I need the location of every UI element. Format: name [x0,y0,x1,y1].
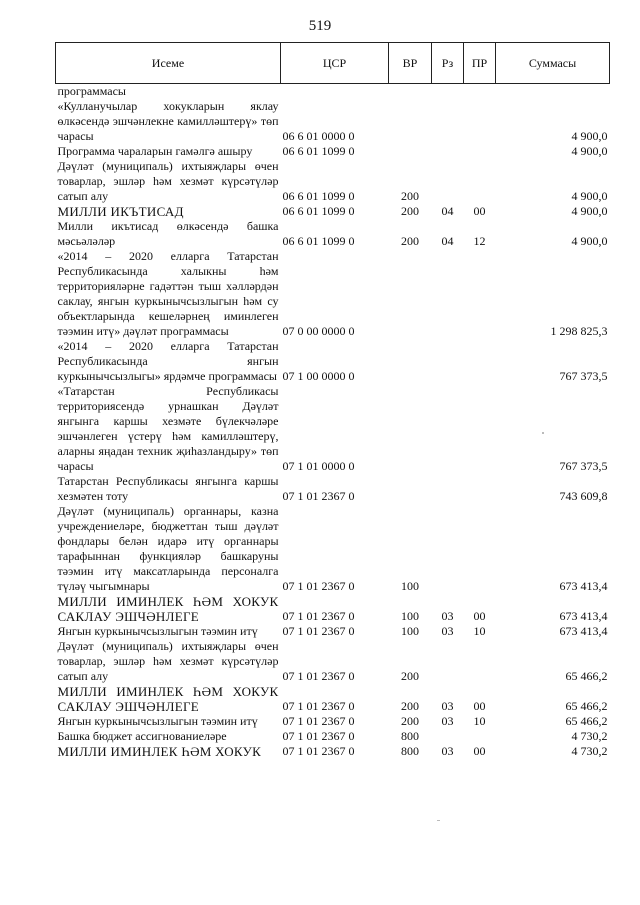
row-vr: 800 [401,744,419,758]
scan-speck [437,820,440,821]
row-sum: 673 413,4 [559,609,608,623]
row-sum: 65 466,2 [565,669,608,683]
row-pr [464,504,496,594]
row-rz: 04 [441,234,454,248]
row-pr [464,144,496,159]
row-csr: 07 1 01 2367 0 [282,624,355,638]
row-pr: 00 [473,609,486,623]
row-sum: 673 413,4 [559,579,608,593]
header-name: Исеме [56,43,281,84]
row-sum: 4 730,2 [571,729,608,743]
page-number: 519 [308,18,332,34]
row-vr [389,99,432,144]
table-row [56,159,610,204]
table-row [56,219,610,249]
row-pr [464,159,496,204]
row-csr: 07 1 01 2367 0 [282,714,355,728]
row-pr: 12 [473,234,486,248]
row-csr: 07 1 01 2367 0 [282,744,355,758]
row-name: Дәүләт (муниципаль) органнары, казна учреждениеләре, бюджеттан тыш дәүләт фондлары белән идарә итү органнары тарафыннан функцияләр башкаруны тәэмин итү максатларында персоналга түләү чыгымнары [57,504,279,593]
header-rz: Рз [432,43,464,84]
row-pr: 00 [473,744,486,758]
row-vr: 100 [401,579,419,593]
row-vr [389,384,432,474]
table-row [56,384,610,474]
row-csr: 06 6 01 1099 0 [282,234,355,248]
row-vr: 200 [401,234,419,248]
header-pr: ПР [464,43,496,84]
row-sum: 4 900,0 [571,189,608,203]
row-sum: 4 730,2 [571,744,608,758]
row-rz: 03 [441,609,454,623]
row-name: «2014 – 2020 елларга Татарстан Республикасында янгын куркынычсызлыгы» ярдәмче программасы [57,339,279,383]
row-vr [389,144,432,159]
row-vr: 100 [401,609,419,623]
row-csr: 07 1 01 2367 0 [282,609,355,623]
table-row [56,504,610,594]
row-rz [432,339,464,384]
table-row [56,474,610,504]
table-row [56,624,610,639]
row-pr: 00 [473,699,486,713]
row-name: Милли икътисад өлкәсендә башка мәсьәләләр [57,219,279,248]
row-name: Дәүләт (муниципаль) ихтыяҗлары өчен товарлар, эшләр һәм хезмәт күрсәтүләр сатып алу [57,639,279,683]
row-vr: 200 [401,699,419,713]
row-pr: 10 [473,624,486,638]
row-pr [464,729,496,744]
row-sum: 65 466,2 [565,699,608,713]
row-csr: 07 1 01 0000 0 [282,459,355,473]
header-csr: ЦСР [281,43,389,84]
row-csr: 07 1 01 2367 0 [282,729,355,743]
table-row [56,144,610,159]
row-rz [432,729,464,744]
table-row [56,84,610,100]
row-vr [389,84,432,100]
table-row [56,744,610,759]
row-sum: 4 900,0 [571,234,608,248]
row-vr [389,474,432,504]
row-vr: 200 [401,204,419,218]
row-sum: 743 609,8 [559,489,608,503]
row-name: Башка бюджет ассигнованиеләре [57,729,227,743]
row-name: «2014 – 2020 елларга Татарстан Республикасында халыкны һәм территорияләрне гадәттән тыш хәлләрдән саклау, янгын куркынычсызлыгын һәм су объектларында кешеләрнең иминлеген тәэмин итү» дәүләт программасы [57,249,279,338]
row-pr [464,474,496,504]
table-row [56,339,610,384]
row-rz [432,384,464,474]
row-name: МИЛЛИ ИКЪТИСАД [57,204,184,219]
row-csr: 07 1 01 2367 0 [282,699,355,713]
row-sum: 4 900,0 [571,144,608,158]
row-rz: 04 [441,204,454,218]
row-rz [432,639,464,684]
row-rz: 03 [441,624,454,638]
row-csr: 07 1 01 2367 0 [282,669,355,683]
row-name: МИЛЛИ ИМИНЛЕК ҺӘМ ХОКУК [57,744,262,759]
row-rz [432,144,464,159]
table-row [56,204,610,219]
row-rz [432,249,464,339]
row-csr: 06 6 01 1099 0 [282,204,355,218]
row-rz [432,474,464,504]
row-csr: 06 6 01 1099 0 [282,144,355,158]
row-pr [464,249,496,339]
row-csr: 06 6 01 0000 0 [282,129,355,143]
row-rz [432,159,464,204]
row-vr: 200 [401,669,419,683]
row-csr: 07 1 00 0000 0 [282,369,355,383]
budget-table [55,42,610,759]
header-sum: Суммасы [496,43,610,84]
row-sum: 767 373,5 [559,369,608,383]
row-name: МИЛЛИ ИМИНЛЕК ҺӘМ ХОКУК САКЛАУ ЭШЧӘНЛЕГЕ [57,684,279,714]
table-row [56,684,610,714]
row-sum: 4 900,0 [571,129,608,143]
table-header-row [56,43,610,84]
row-vr: 200 [401,714,419,728]
row-rz [432,84,464,100]
row-name: Янгын куркынычсызлыгын тәэмин итү [57,714,258,728]
row-sum: 1 298 825,3 [550,324,608,338]
row-sum: 673 413,4 [559,624,608,638]
row-vr: 200 [401,189,419,203]
table-row [56,99,610,144]
row-rz: 03 [441,744,454,758]
table-row [56,594,610,624]
row-sum: 4 900,0 [571,204,608,218]
row-pr [464,84,496,100]
table-row [56,639,610,684]
row-vr: 800 [401,729,419,743]
table-row [56,714,610,729]
row-name: программасы [57,84,126,98]
row-csr [281,84,389,100]
table-row [56,729,610,744]
row-sum: 767 373,5 [559,459,608,473]
row-pr: 10 [473,714,486,728]
row-sum: 65 466,2 [565,714,608,728]
scan-speck [542,432,544,434]
row-name: «Татарстан Республикасы территориясендә урнашкан Дәүләт янгынга каршы хезмәте бүлекчәләре эшчәнлеген үстерү һәм камилләштерү, аларны яңадан техник җиһазландыру» төп чарасы [57,384,279,473]
row-csr: 07 1 01 2367 0 [282,489,355,503]
row-vr [389,339,432,384]
row-pr: 00 [473,204,486,218]
row-pr [464,639,496,684]
row-pr [464,99,496,144]
row-pr [464,339,496,384]
row-name: Программа чараларын гамәлгә ашыру [57,144,253,158]
row-pr [464,384,496,474]
row-rz [432,504,464,594]
row-csr: 07 1 01 2367 0 [282,579,355,593]
row-vr [389,249,432,339]
header-vr: ВР [389,43,432,84]
row-name: «Кулланучылар хокукларын яклау өлкәсендә эшчәнлекне камилләштерү» төп чарасы [57,99,279,143]
row-csr: 06 6 01 1099 0 [282,189,355,203]
row-sum [496,84,610,100]
row-vr: 100 [401,624,419,638]
table-body [56,84,610,760]
row-rz [432,99,464,144]
row-name: Дәүләт (муниципаль) ихтыяҗлары өчен товарлар, эшләр һәм хезмәт күрсәтүләр сатып алу [57,159,279,203]
row-name: МИЛЛИ ИМИНЛЕК ҺӘМ ХОКУК САКЛАУ ЭШЧӘНЛЕГЕ [57,594,279,624]
row-name: Татарстан Республикасы янгынга каршы хезмәтен тоту [57,474,279,503]
row-rz: 03 [441,714,454,728]
table-row [56,249,610,339]
row-rz: 03 [441,699,454,713]
row-name: Янгын куркынычсызлыгын тәэмин итү [57,624,258,638]
row-csr: 07 0 00 0000 0 [282,324,355,338]
